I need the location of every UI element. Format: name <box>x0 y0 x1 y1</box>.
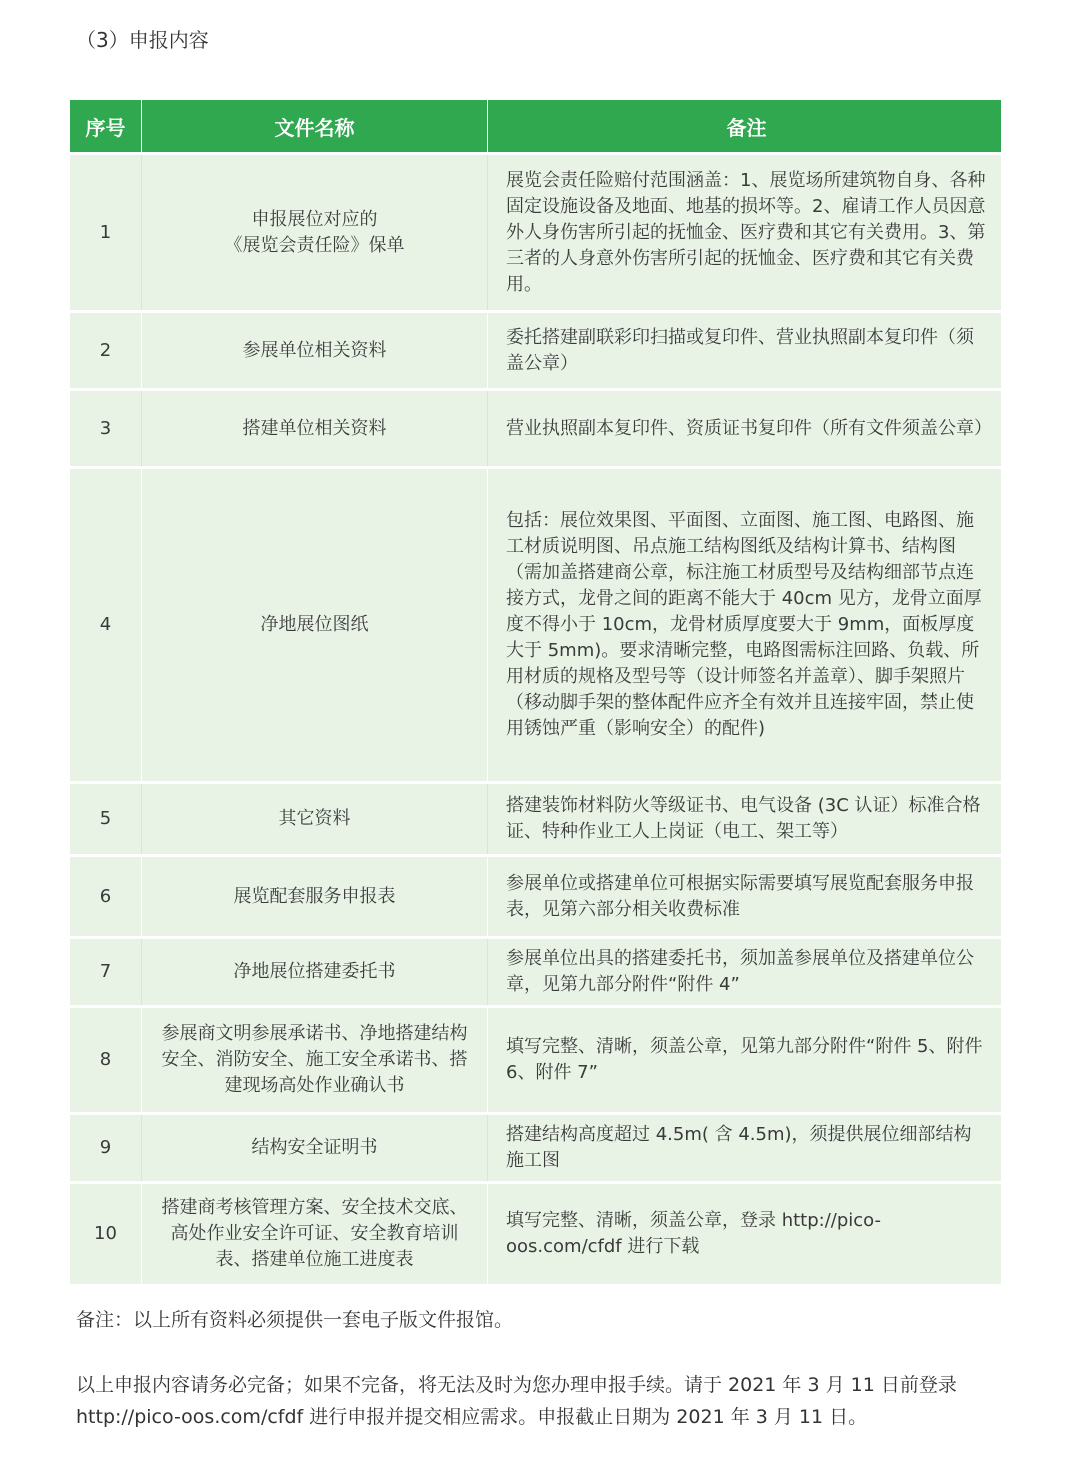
row-no: 2 <box>70 313 142 388</box>
table-row <box>70 1008 1001 1112</box>
row-no: 7 <box>70 939 142 1005</box>
table-row <box>70 784 1001 854</box>
row-file-name: 净地展位图纸 <box>142 469 488 781</box>
footnote: 备注：以上所有资料必须提供一套电子版文件报馆。 <box>76 1309 514 1331</box>
row-file-name: 搭建单位相关资料 <box>142 391 488 466</box>
row-file-name: 申报展位对应的 《展览会责任险》保单 <box>142 155 488 310</box>
row-file-name: 参展单位相关资料 <box>142 313 488 388</box>
row-file-name: 搭建商考核管理方案、安全技术交底、高处作业安全许可证、安全教育培训表、搭建单位施工进度表 <box>142 1184 488 1284</box>
table-row <box>70 469 1001 781</box>
row-file-name: 参展商文明参展承诺书、净地搭建结构安全、消防安全、施工安全承诺书、搭建现场高处作业确认书 <box>142 1008 488 1112</box>
row-remarks: 搭建装饰材料防火等级证书、电气设备 (3C 认证）标准合格证、特种作业工人上岗证（电工、架工等） <box>488 784 1001 854</box>
table-row <box>70 391 1001 466</box>
row-no: 10 <box>70 1184 142 1284</box>
header-file-name: 文件名称 <box>142 100 488 152</box>
table-row <box>70 1115 1001 1181</box>
row-file-name: 展览配套服务申报表 <box>142 857 488 936</box>
row-file-name: 净地展位搭建委托书 <box>142 939 488 1005</box>
table-row <box>70 155 1001 310</box>
row-remarks: 包括：展位效果图、平面图、立面图、施工图、电路图、施工材质说明图、吊点施工结构图纸及结构计算书、结构图（需加盖搭建商公章，标注施工材质型号及结构细部节点连接方式，龙骨之间的距离不能大于 40cm 见方，龙骨立面厚度不得小于 10cm，龙骨材质厚度要大于 9mm，面板厚度大于 5mm)。要求清晰完整，电路图需标注回路、负载、所用材质的规格及型号等（设计师签名并盖章）、脚手架照片（移动脚手架的整体配件应齐全有效并且连接牢固，禁止使用锈蚀严重（影响安全）的配件) <box>506 510 982 739</box>
row-no: 1 <box>70 155 142 310</box>
row-remarks: 营业执照副本复印件、资质证书复印件（所有文件须盖公章） <box>488 391 1001 466</box>
row-no: 4 <box>70 469 142 781</box>
row-remarks: 搭建结构高度超过 4.5m( 含 4.5m)，须提供展位细部结构施工图 <box>488 1115 1001 1181</box>
row-remarks: 委托搭建副联彩印扫描或复印件、营业执照副本复印件（须盖公章） <box>506 326 974 374</box>
row-remarks: 参展单位出具的搭建委托书，须加盖参展单位及搭建单位公章，见第九部分附件“附件 4” <box>488 939 1001 1005</box>
table-header <box>70 100 1001 152</box>
row-file-name: 结构安全证明书 <box>142 1115 488 1181</box>
table-row <box>70 1184 1001 1284</box>
row-no: 9 <box>70 1115 142 1181</box>
row-no: 6 <box>70 857 142 936</box>
header-no: 序号 <box>70 100 142 152</box>
row-file-name: 其它资料 <box>142 784 488 854</box>
section-title: （3）申报内容 <box>76 28 209 52</box>
row-no: 5 <box>70 784 142 854</box>
row-remarks: 参展单位或搭建单位可根据实际需要填写展览配套服务申报表，见第六部分相关收费标准 <box>506 872 974 920</box>
header-remarks: 备注 <box>726 115 767 140</box>
closing-paragraph: 以上申报内容请务必完备；如果不完备，将无法及时为您办理申报手续。请于 2021 年 3 月 11 日前登录 http://pico-oos.com/cfdf 进行申报并提交相应需求。申报截止日期为 2021 年 3 月 11 日。 <box>76 1374 957 1428</box>
row-no: 3 <box>70 391 142 466</box>
submission-table <box>70 100 1001 1287</box>
table-row <box>70 313 1001 388</box>
table-row <box>70 857 1001 936</box>
row-remarks: 展览会责任险赔付范围涵盖：1、展览场所建筑物自身、各种固定设施设备及地面、地基的损坏等。2、雇请工作人员因意外人身伤害所引起的抚恤金、医疗费和其它有关费用。3、第三者的人身意外伤害所引起的抚恤金、医疗费和其它有关费用。 <box>488 155 1001 310</box>
table-row <box>70 939 1001 1005</box>
row-remarks: 填写完整、清晰，须盖公章，见第九部分附件“附件 5、附件 6、附件 7” <box>506 1036 983 1083</box>
row-remarks: 填写完整、清晰，须盖公章，登录 http://pico-oos.com/cfdf 进行下载 <box>506 1210 882 1257</box>
row-no: 8 <box>70 1008 142 1112</box>
